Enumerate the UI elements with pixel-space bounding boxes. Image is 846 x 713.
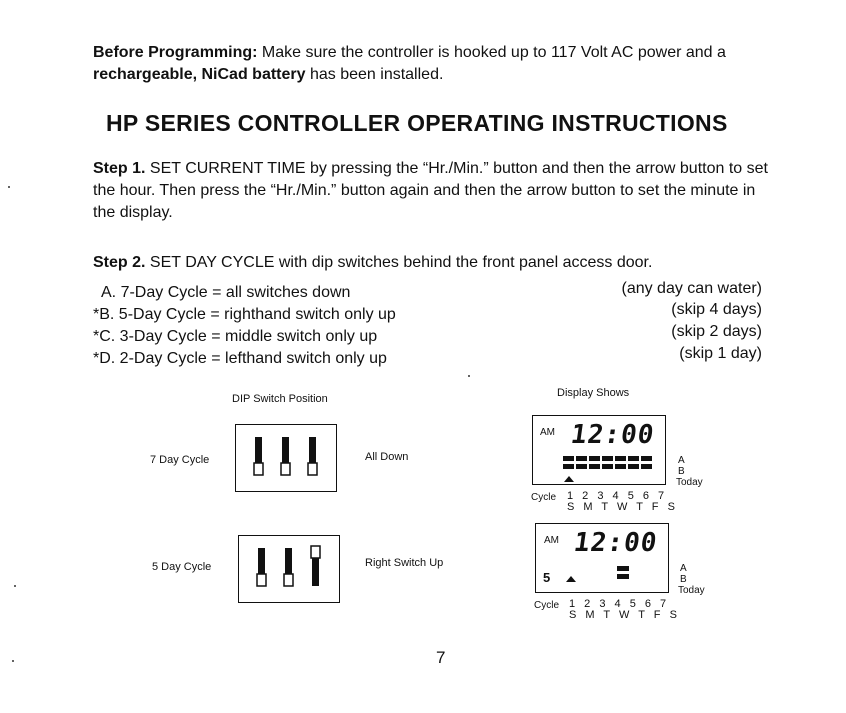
lcd-1-day-numbers: 1 2 3 4 5 6 7	[567, 490, 668, 502]
dip-switches-all-down-icon	[236, 425, 336, 491]
switch-knob-3-up	[311, 546, 320, 558]
display-shows-header: Display Shows	[557, 387, 630, 399]
lcd-1-time: 12:00	[568, 420, 657, 450]
step-1-text: SET CURRENT TIME by pressing the “Hr./Min.” button and then the arrow button to set the hour. Then press the “Hr./Min.” button again and then the arrow button to set the minute in the display.	[93, 160, 768, 221]
dip-switch-box-7-day	[235, 424, 337, 492]
step-1-label: Step 1.	[93, 160, 146, 177]
switch-knob-1-down	[257, 574, 266, 586]
switch-knob-3-down	[308, 463, 317, 475]
lcd-2-time: 12:00	[571, 528, 660, 558]
scan-speck	[12, 660, 14, 662]
intro-label: Before Programming:	[93, 44, 258, 61]
option-b: *B. 5-Day Cycle = righthand switch only up	[93, 306, 396, 323]
lcd-display-7-day	[532, 415, 666, 485]
option-c-note: (skip 2 days)	[671, 323, 762, 340]
intro-text-2: has been installed.	[305, 66, 444, 83]
lcd-2-a-label: A	[680, 563, 687, 574]
switch-knob-1-down	[254, 463, 263, 475]
intro-text-1: Make sure the controller is hooked up to 117 Volt AC power and a	[257, 44, 726, 61]
lcd-2-today-label: Today	[678, 585, 705, 596]
step-2-paragraph	[93, 252, 773, 274]
step-2-text: SET DAY CYCLE with dip switches behind the front panel access door.	[145, 254, 653, 271]
lcd-1-day-bars-icon	[533, 416, 665, 484]
option-c: *C. 3-Day Cycle = middle switch only up	[93, 328, 378, 345]
switch-slot-3	[312, 554, 319, 586]
row-1-switch-text: All Down	[365, 451, 409, 463]
lcd-2-day-letters: S M T W T F S	[569, 609, 680, 621]
intro-battery-emphasis: rechargeable, NiCad battery	[93, 66, 306, 83]
option-d: *D. 2-Day Cycle = lefthand switch only up	[93, 350, 387, 367]
lcd-1-cycle-label: Cycle	[531, 492, 557, 503]
lcd-2-day-bars-icon	[536, 524, 668, 592]
lcd-display-5-day	[535, 523, 669, 593]
lcd-2-cycle-label: Cycle	[534, 600, 560, 611]
row-2-cycle-label: 5 Day Cycle	[152, 561, 212, 573]
lcd-1-b-label: B	[678, 466, 685, 477]
lcd-2-cycle-digit: 5	[543, 570, 551, 585]
lcd-2-b-label: B	[680, 574, 687, 585]
page-number: 7	[436, 648, 446, 667]
row-2-switch-text: Right Switch Up	[365, 557, 444, 569]
option-b-note: (skip 4 days)	[671, 301, 762, 318]
switch-knob-2-down	[284, 574, 293, 586]
scan-speck	[8, 186, 10, 188]
switch-knob-2-down	[281, 463, 290, 475]
option-a-note: (any day can water)	[621, 280, 762, 297]
lcd-2-day-numbers: 1 2 3 4 5 6 7	[569, 598, 670, 610]
lcd-2-am: AM	[544, 535, 559, 546]
dip-switch-header: DIP Switch Position	[232, 393, 328, 405]
lcd-1-day-letters: S M T W T F S	[567, 501, 678, 513]
page-title: HP SERIES CONTROLLER OPERATING INSTRUCTIONS	[106, 110, 728, 136]
dip-switch-box-5-day	[238, 535, 340, 603]
step-1-paragraph	[93, 158, 773, 224]
scan-speck	[468, 375, 470, 377]
intro-paragraph	[93, 42, 783, 86]
option-d-note: (skip 1 day)	[679, 345, 762, 362]
scan-speck	[14, 585, 16, 587]
lcd-1-am: AM	[540, 427, 555, 438]
option-a: A. 7-Day Cycle = all switches down	[101, 284, 351, 301]
lcd-1-today-label: Today	[676, 477, 703, 488]
lcd-1-a-label: A	[678, 455, 685, 466]
dip-switches-right-up-icon	[239, 536, 339, 602]
step-2-label: Step 2.	[93, 254, 146, 271]
row-1-cycle-label: 7 Day Cycle	[150, 454, 210, 466]
